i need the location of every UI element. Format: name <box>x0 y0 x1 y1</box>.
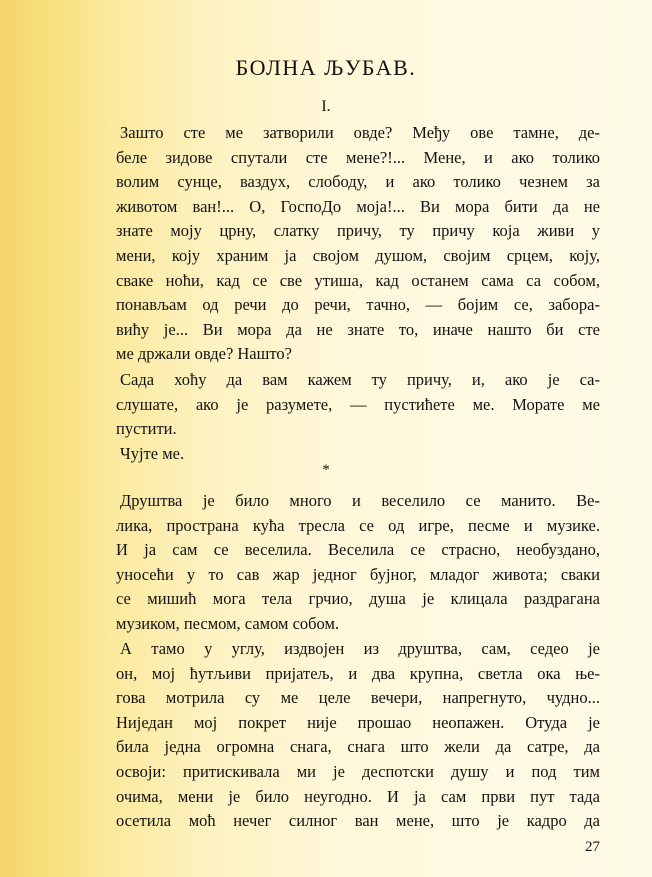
text-line: понављам од речи до речи, тачно, — бојим се, забора- <box>116 295 600 315</box>
text-line: ме држали овде? Нашто? <box>116 344 292 364</box>
text-line: волим сунце, ваздух, слободу, и ако толико чезнем за <box>116 172 600 192</box>
text-line: осетила моћ нечег силног ван мене, што је кадро да <box>116 811 600 831</box>
section-number: I. <box>321 98 331 115</box>
text-line: А тамо у углу, издвојен из друштва, сам, седео је <box>120 639 600 658</box>
text-line: И ја сам се веселила. Веселила се страсно, необуздано, <box>116 540 600 560</box>
text-line: пустити. <box>116 419 177 439</box>
paragraph-1 <box>116 121 600 367</box>
text-line: се мишић мога тела грчио, душа је клицала раздрагана <box>116 589 600 609</box>
text-line: Сада хоћу да вам кажем ту причу, и, ако је са- <box>120 370 600 389</box>
page-number: 27 <box>585 839 600 855</box>
section-separator: * <box>322 462 330 478</box>
text-line: животом ван!... О, ГоспоДо моја!... Ви мора бити да не <box>116 196 600 216</box>
text-line: била једна огромна снага, снага што жели да сатре, да <box>116 737 600 757</box>
text-line: Ниједан мој покрет није прошао неопажен. Отуда је <box>116 712 600 732</box>
text-line: вићу је... Ви мора да не знате то, иначе нашто би сте <box>116 319 600 339</box>
text-line: гова мотрила су ме целе вечери, напрегнуто, чудно... <box>116 688 600 708</box>
text-line: сваке ноћи, кад се све утиша, кад останем сама са собом, <box>116 270 600 290</box>
text-line: лика, пространа кућа тресла се од игре, песме и музике. <box>116 515 600 535</box>
paragraph-5 <box>116 637 600 834</box>
text-line: мени, коју храним ја својом душом, својим срцем, коју, <box>116 245 600 265</box>
text-line: он, мој ћутљиви пријатељ, и два крупна, светла ока ње- <box>116 663 600 683</box>
text-line: освоји: притискивала ми је деспотски душу и под тим <box>116 761 600 781</box>
text-line: знате моју црну, слатку причу, ту причу која живи у <box>116 221 600 241</box>
text-line: беле зидове спутали сте мене?!... Мене, и ако толико <box>116 147 600 167</box>
text-line: Чујте ме. <box>120 444 185 463</box>
paragraph-2 <box>116 368 600 442</box>
text-line: очима, мени је било неугодно. И ја сам први пут тада <box>116 786 600 806</box>
text-line: музиком, песмом, самом собом. <box>116 613 340 633</box>
text-line: Зашто сте ме затворили овде? Међу ове тамне, де- <box>120 123 600 142</box>
chapter-title: БОЛНА ЉУБАВ. <box>235 55 417 80</box>
text-line: уносећи у то сав жар једног бујног, младог живота; сваки <box>116 564 600 584</box>
text-line: Друштва је било много и веселило се манито. Ве- <box>120 491 600 510</box>
paragraph-4 <box>116 489 600 637</box>
text-line: слушате, ако је разумете, — пустићете ме. Морате ме <box>116 394 600 414</box>
